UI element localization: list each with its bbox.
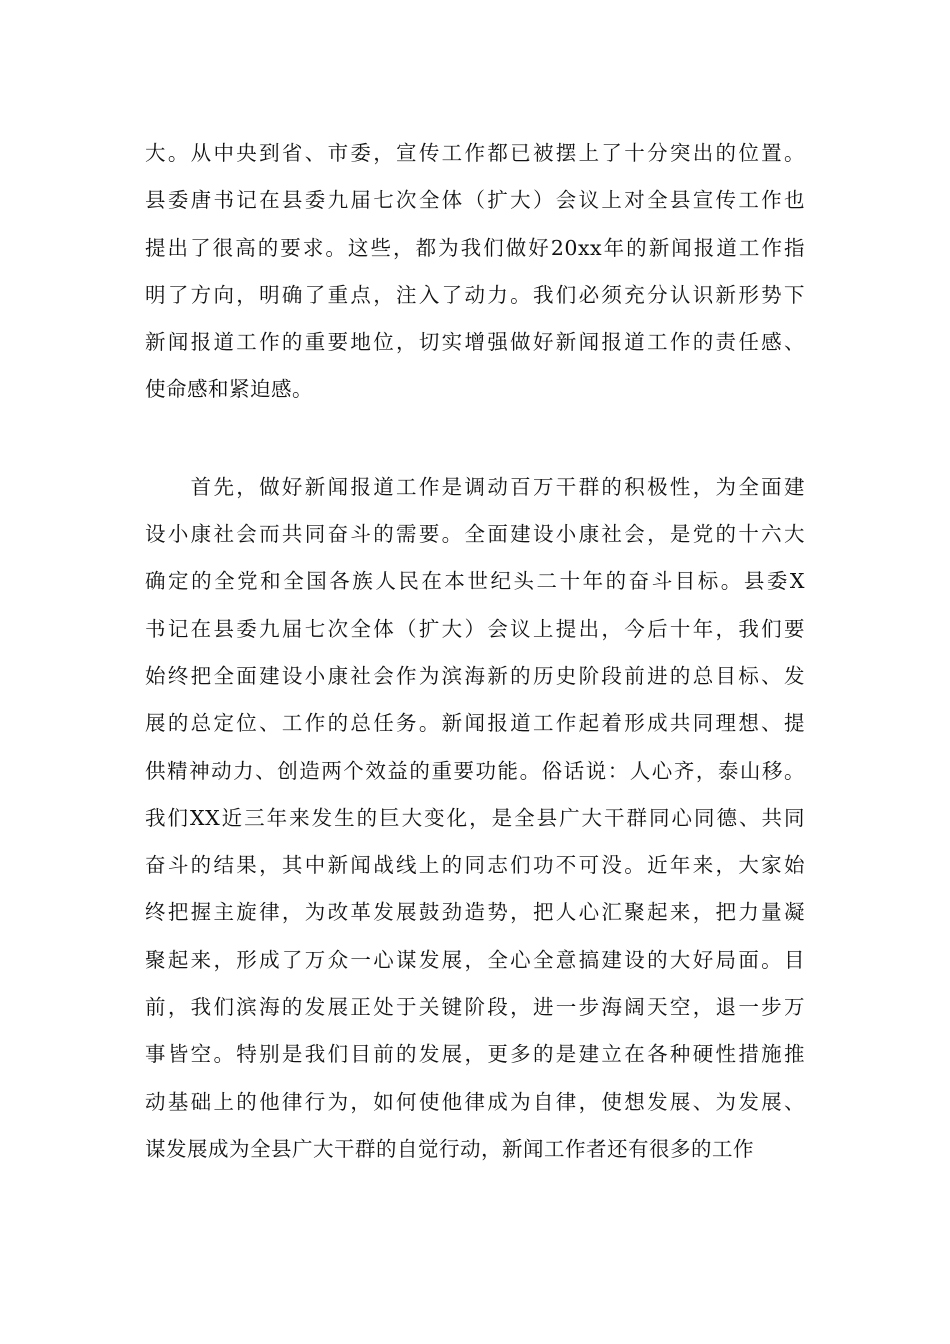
text-line: 大。从中央到省、市委，宣传工作都已被摆上了十分突出的位置。	[145, 141, 805, 165]
text-line: 明了方向，明确了重点，注入了动力。我们必须充分认识新形势下	[145, 282, 805, 307]
paragraph-1	[145, 130, 805, 414]
text-line: 事皆空。特别是我们目前的发展，更多的是建立在各种硬性措施推	[145, 1042, 805, 1067]
text-line: 前，我们滨海的发展正处于关键阶段，进一步海阔天空，退一步万	[145, 995, 805, 1020]
text-line: 首先，做好新闻报道工作是调动百万干群的积极性，为全面建	[145, 474, 805, 499]
text-line: 设小康社会而共同奋斗的需要。全面建设小康社会，是党的十六大	[145, 522, 805, 547]
text-line: 县委唐书记在县委九届七次全体（扩大）会议上对全县宣传工作也	[145, 188, 805, 213]
text-line: 确定的全党和全国各族人民在本世纪头二十年的奋斗目标。县委X	[145, 569, 805, 594]
text-line: 我们XX近三年来发生的巨大变化，是全县广大干群同心同德、共同	[145, 805, 805, 830]
text-line: 终把握主旋律，为改革发展鼓劲造势，把人心汇聚起来，把力量凝	[145, 900, 805, 925]
text-line: 始终把全面建设小康社会作为滨海新的历史阶段前进的总目标、发	[145, 663, 805, 688]
text-line: 新闻报道工作的重要地位，切实增强做好新闻报道工作的责任感、	[145, 330, 805, 355]
document-body	[145, 130, 805, 1173]
text-line: 奋斗的结果，其中新闻战线上的同志们功不可没。近年来，大家始	[145, 853, 805, 878]
text-line: 谋发展成为全县广大干群的自觉行动，新闻工作者还有很多的工作	[145, 1136, 754, 1161]
text-line: 展的总定位、工作的总任务。新闻报道工作起着形成共同理想、提	[145, 711, 805, 736]
paragraph-2	[145, 464, 805, 1173]
text-line: 动基础上的他律行为，如何使他律成为自律，使想发展、为发展、	[145, 1089, 805, 1114]
text-line: 聚起来，形成了万众一心谋发展，全心全意搞建设的大好局面。目	[145, 947, 805, 972]
text-line: 供精神动力、创造两个效益的重要功能。俗话说：人心齐，泰山移。	[145, 758, 805, 783]
paragraph-gap	[145, 414, 805, 464]
text-line: 提出了很高的要求。这些，都为我们做好20xx年的新闻报道工作指	[145, 235, 805, 260]
text-line: 书记在县委九届七次全体（扩大）会议上提出，今后十年，我们要	[145, 616, 805, 641]
text-line: 使命感和紧迫感。	[145, 377, 313, 402]
